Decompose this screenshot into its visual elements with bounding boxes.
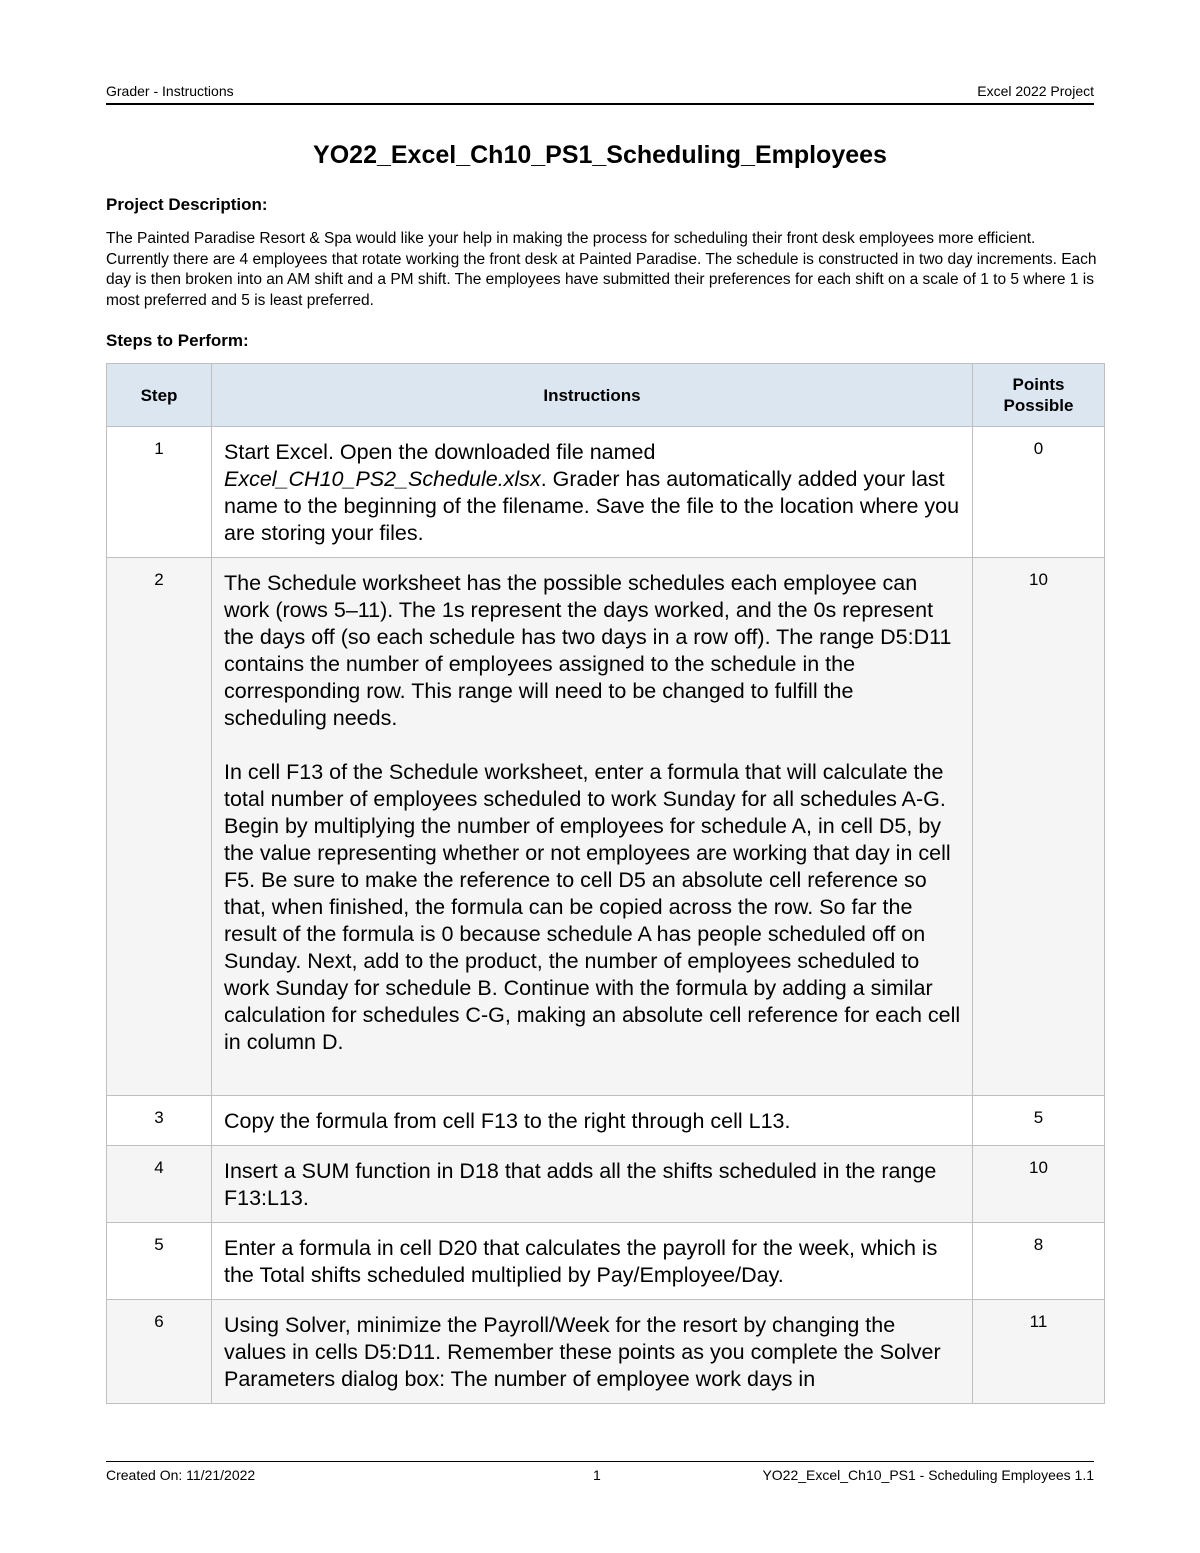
project-description: The Painted Paradise Resort & Spa would like your help in making the process for scheduling their front desk employees more efficient. Currently there are 4 employees that rotate working the front desk at Painted Paradise. The schedule is constructed in two day increments. Each day is then broken into an AM shift and a PM shift. The employees have submitted their preferences for each shift on a scale of 1 to 5 where 1 is most preferred and 5 is least preferred. [106, 230, 1097, 309]
step-number: 1 [107, 427, 212, 558]
step-paragraph: The Schedule worksheet has the possible schedules each employee can work (rows 5–11). The 1s represent the days worked, and the 0s represent the days off (so each schedule has two days in a row off). The range D5:D11 contains the number of employees assigned to the schedule in the corresponding row. This range will need to be changed to fulfill the scheduling needs. [224, 571, 952, 730]
column-header-points [973, 364, 1105, 427]
page-footer [106, 1461, 1094, 1483]
file-name: Excel_CH10_PS2_Schedule.xlsx [224, 467, 541, 491]
step-points: 0 [973, 427, 1105, 558]
table-row [107, 1300, 1105, 1404]
points-header-text: Points Possible [1003, 375, 1074, 415]
page-title: YO22_Excel_Ch10_PS1_Scheduling_Employees [313, 141, 887, 169]
table-row [107, 558, 1105, 1096]
step-number: 5 [107, 1223, 212, 1300]
footer-document-id: YO22_Excel_Ch10_PS1 - Scheduling Employees 1.1 [762, 1467, 1094, 1483]
step-number: 2 [107, 558, 212, 1096]
step-number: 4 [107, 1146, 212, 1223]
step-points: 11 [973, 1300, 1105, 1404]
step-instructions: Using Solver, minimize the Payroll/Week for the resort by changing the values in cells D5:D11. Remember these points as you complete the Solver Parameters dialog box: The number of employee work days in [212, 1300, 973, 1404]
step-text: Start Excel. Open the downloaded file named [224, 440, 656, 464]
step-instructions: Enter a formula in cell D20 that calculates the payroll for the week, which is the Total shifts scheduled multiplied by Pay/Employee/Day. [212, 1223, 973, 1300]
steps-label: Steps to Perform: [106, 331, 249, 350]
step-number: 6 [107, 1300, 212, 1404]
table-row [107, 1146, 1105, 1223]
step-points: 5 [973, 1096, 1105, 1146]
table-row [107, 427, 1105, 558]
column-header-step: Step [107, 364, 212, 427]
step-instructions: Copy the formula from cell F13 to the right through cell L13. [212, 1096, 973, 1146]
step-instructions: Insert a SUM function in D18 that adds all the shifts scheduled in the range F13:L13. [212, 1146, 973, 1223]
table-header-row [107, 364, 1105, 427]
table-row [107, 1096, 1105, 1146]
step-points: 10 [973, 1146, 1105, 1223]
step-instructions [212, 558, 973, 1096]
step-points: 10 [973, 558, 1105, 1096]
project-description-label: Project Description: [106, 195, 268, 214]
step-points: 8 [973, 1223, 1105, 1300]
header-left: Grader - Instructions [106, 83, 234, 99]
page-header [106, 82, 1094, 105]
step-text: . Grader has automatically added your last name to the beginning of the filename. Save the file to the location where you are storing your files. [224, 467, 960, 545]
footer-page-number: 1 [593, 1467, 601, 1483]
footer-created-on: Created On: 11/21/2022 [106, 1467, 256, 1483]
step-number: 3 [107, 1096, 212, 1146]
table-row [107, 1223, 1105, 1300]
column-header-instructions: Instructions [212, 364, 973, 427]
step-paragraph: In cell F13 of the Schedule worksheet, enter a formula that will calculate the total number of employees scheduled to work Sunday for all schedules A-G. Begin by multiplying the number of employees for schedule A, in cell D5, by the value representing whether or not employees are working that day in cell F5. Be sure to make the reference to cell D5 an absolute cell reference so that, when finished, the formula can be copied across the row. So far the result of the formula is 0 because schedule A has people scheduled off on Sunday. Next, add to the product, the number of employees scheduled to work Sunday for schedule B. Continue with the formula by adding a similar calculation for schedules C-G, making an absolute cell reference for each cell in column D. [224, 760, 961, 1054]
header-right: Excel 2022 Project [977, 83, 1094, 99]
step-instructions [212, 427, 973, 558]
steps-table [106, 363, 1105, 1404]
